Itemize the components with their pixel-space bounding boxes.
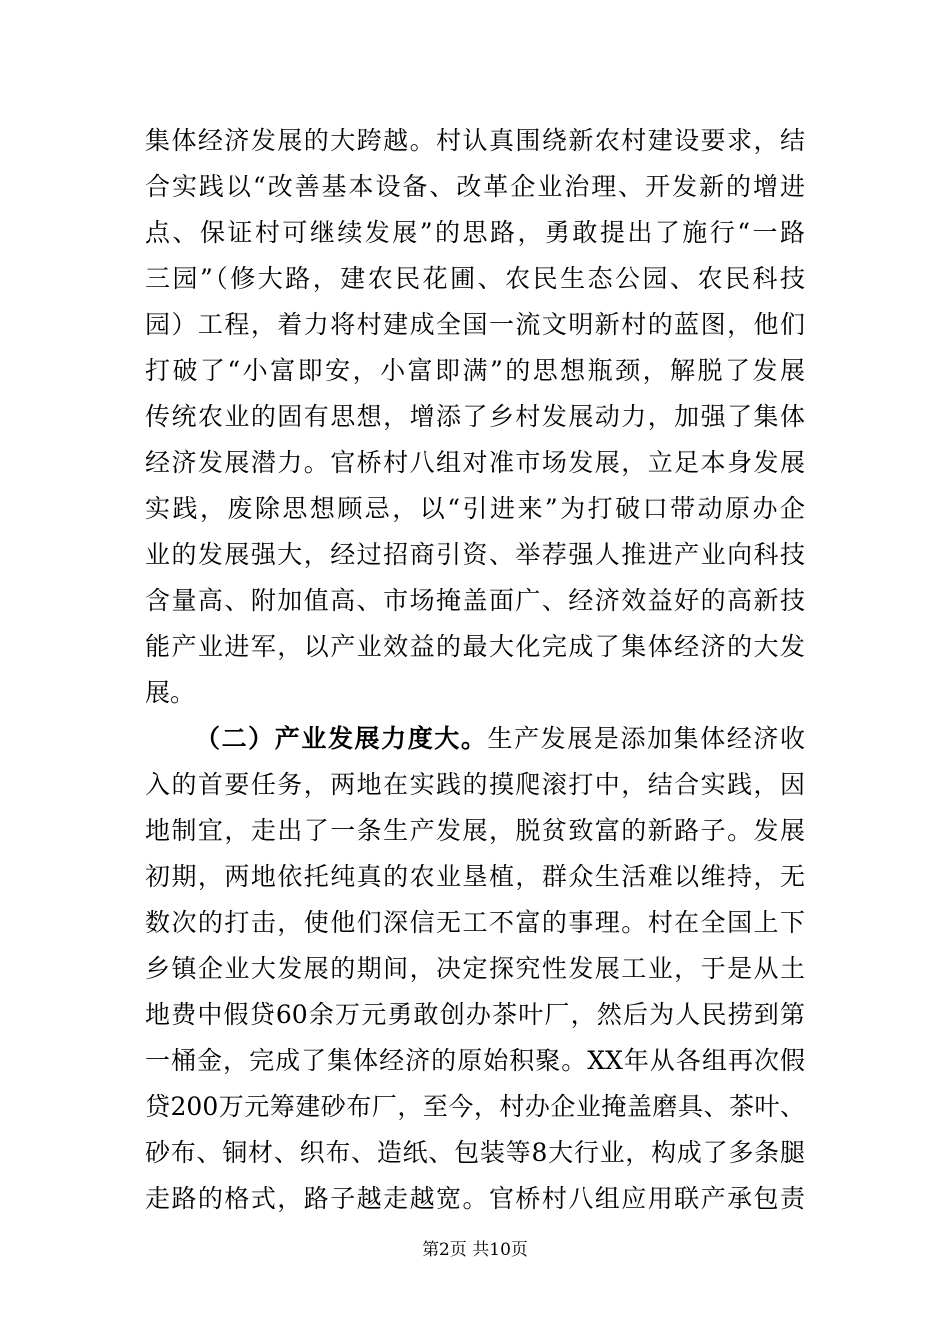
paragraph-line: 初期，两地依托纯真的农业垦植，群众生活难以维持，无 <box>145 862 805 891</box>
paragraph-line: 合实践以“改善基本设备、改革企业治理、开发新的增进 <box>145 172 805 201</box>
paragraph-line: 传统农业的固有思想，增添了乡村发展动力，加强了集体 <box>145 402 805 431</box>
paragraph-line: 点、保证村可继续发展”的思路，勇敢提出了施行“一路 <box>145 218 805 247</box>
paragraph-line-text: 生产发展是添加集体经济收 <box>487 724 805 753</box>
paragraph-line: 展。 <box>145 678 196 707</box>
paragraph-line: 业的发展强大，经过招商引资、举荐强人推进产业向科技 <box>145 540 805 569</box>
body-text <box>145 118 805 1222</box>
paragraph-line: 砂布、铜材、织布、造纸、包装等8大行业，构成了多条腿 <box>145 1138 805 1167</box>
paragraph-line: 集体经济发展的大跨越。村认真围绕新农村建设要求，结 <box>145 126 805 155</box>
section-heading: （二）产业发展力度大。 <box>195 724 488 753</box>
page-number-footer: 第2页 共10页 <box>422 1240 528 1260</box>
paragraph-line: 三园”（修大路，建农民花圃、农民生态公园、农民科技 <box>145 264 805 293</box>
paragraph-line: 地制宜，走出了一条生产发展，脱贫致富的新路子。发展 <box>145 816 805 845</box>
paragraph-line: 入的首要任务，两地在实践的摸爬滚打中，结合实践，因 <box>145 770 805 799</box>
paragraph-line: 打破了“小富即安，小富即满”的思想瓶颈，解脱了发展 <box>145 356 805 385</box>
paragraph-line: 能产业进军，以产业效益的最大化完成了集体经济的大发 <box>145 632 805 661</box>
paragraph-line: 贷200万元筹建砂布厂，至今，村办企业掩盖磨具、茶叶、 <box>145 1092 805 1121</box>
paragraph-line: 乡镇企业大发展的期间，决定探究性发展工业，于是从土 <box>145 954 805 983</box>
paragraph-line: 数次的打击，使他们深信无工不富的事理。村在全国上下 <box>145 908 805 937</box>
paragraph-line: 一桶金，完成了集体经济的原始积聚。XX年从各组再次假 <box>145 1046 805 1075</box>
paragraph-line: 走路的格式，路子越走越宽。官桥村八组应用联产承包责 <box>145 1184 805 1213</box>
paragraph-line: 含量高、附加值高、市场掩盖面广、经济效益好的高新技 <box>145 586 805 615</box>
paragraph-line: 地费中假贷60余万元勇敢创办茶叶厂，然后为人民捞到第 <box>145 1000 805 1029</box>
section-heading-line <box>145 716 805 762</box>
paragraph-line: 实践，废除思想顾忌，以“引进来”为打破口带动原办企 <box>145 494 805 523</box>
paragraph-line: 园）工程，着力将村建成全国一流文明新村的蓝图，他们 <box>145 310 805 339</box>
paragraph-line: 经济发展潜力。官桥村八组对准市场发展，立足本身发展 <box>145 448 805 477</box>
